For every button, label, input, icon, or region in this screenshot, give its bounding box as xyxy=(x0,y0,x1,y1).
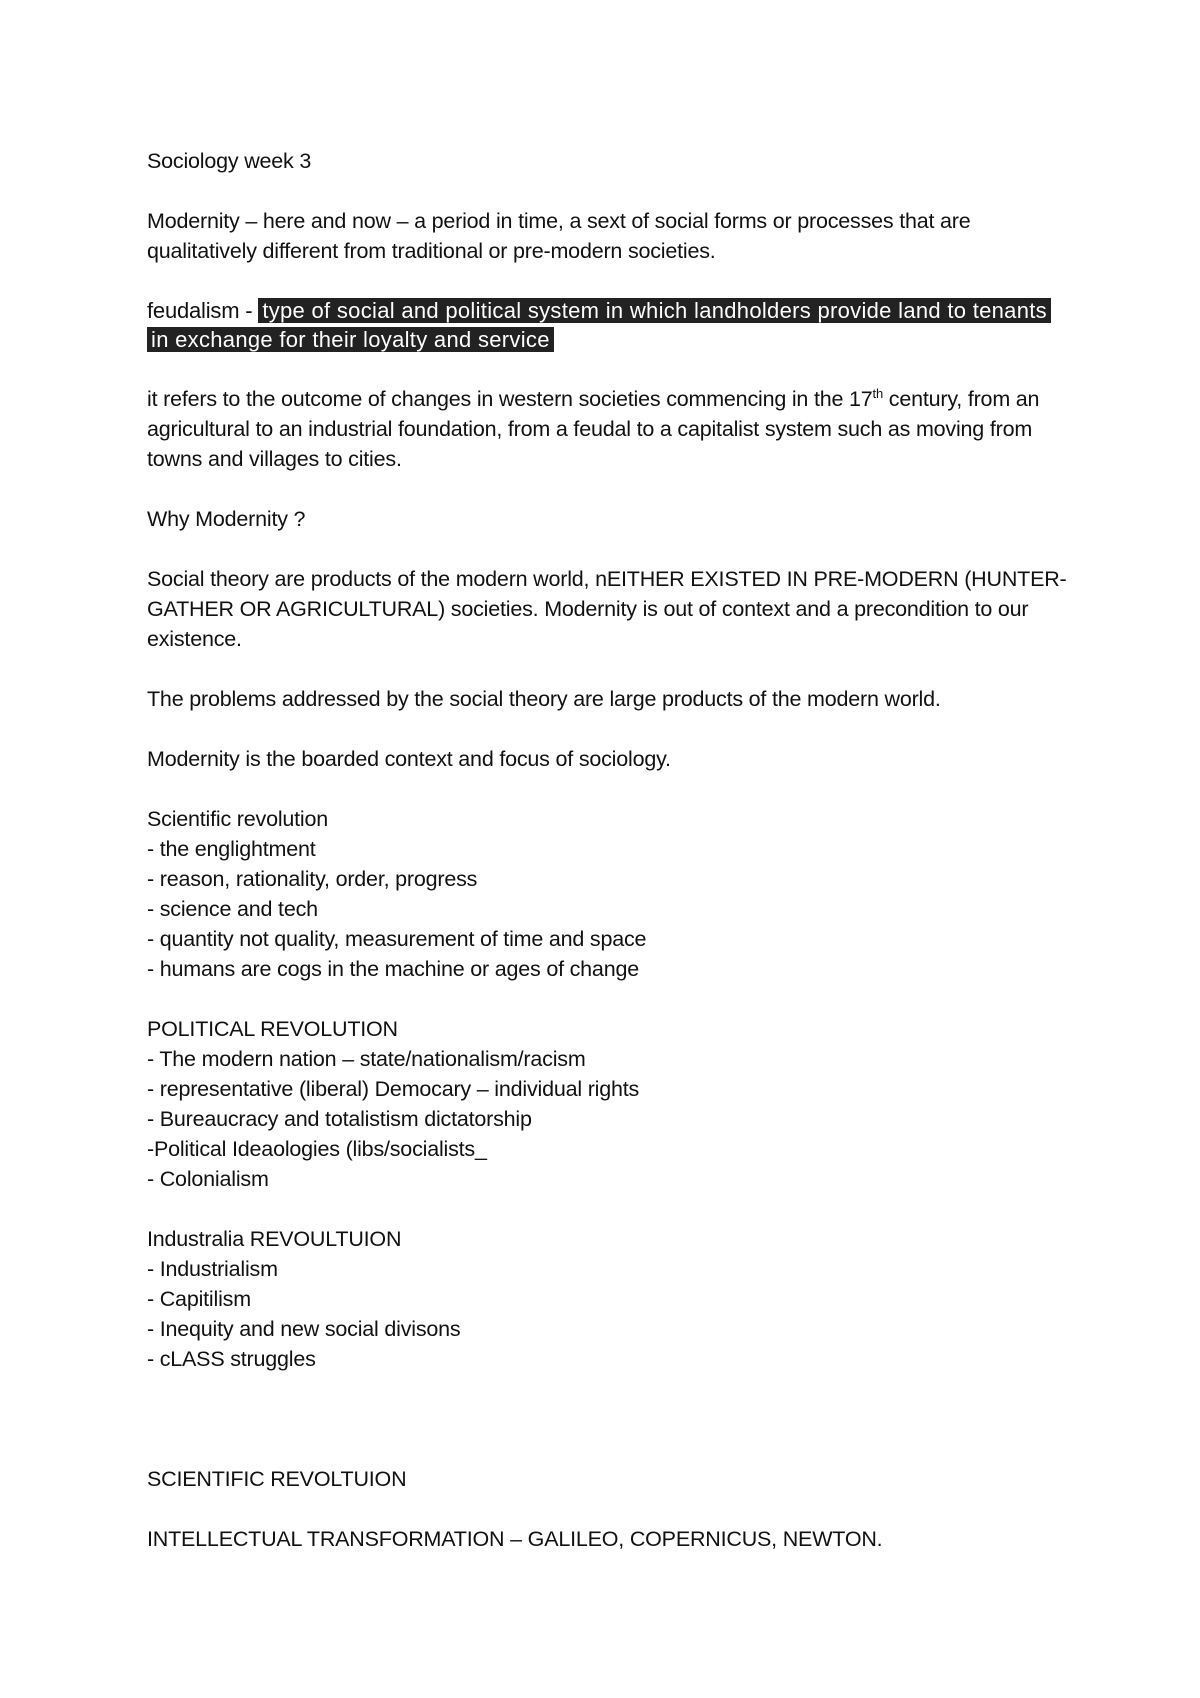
outcome-paragraph xyxy=(147,384,1067,474)
list-item: - Industrialism xyxy=(147,1257,278,1281)
list-item: - reason, rationality, order, progress xyxy=(147,867,478,891)
feudalism-term: feudalism - xyxy=(147,298,259,323)
boarded-context-paragraph: Modernity is the boarded context and focus of sociology. xyxy=(147,747,671,771)
list-item: - The modern nation – state/nationalism/racism xyxy=(147,1047,586,1071)
scientific-revolution-heading: Scientific revolution xyxy=(147,807,329,831)
blank-spacer xyxy=(147,1404,1067,1464)
list-item: - humans are cogs in the machine or ages of change xyxy=(147,957,639,981)
outcome-text-end: century, from an agricultural to an industrial foundation, from a feudal to a capitalist system such as moving from towns and villages to cities. xyxy=(147,387,1040,471)
feudalism-paragraph xyxy=(147,296,1067,354)
list-item: - Bureaucracy and totalistism dictatorship xyxy=(147,1107,532,1131)
outcome-text-start: it refers to the outcome of changes in western societies commencing in the 17 xyxy=(147,387,873,411)
scientific-revoltuion-heading: SCIENTIFIC REVOLTUION xyxy=(147,1467,407,1491)
list-item: - quantity not quality, measurement of time and space xyxy=(147,927,647,951)
list-item: -Political Ideaologies (libs/socialists_ xyxy=(147,1137,487,1161)
industrial-revolution-section xyxy=(147,1224,1067,1374)
modernity-definition: Modernity – here and now – a period in time, a sext of social forms or processes that are qualitatively different from traditional or pre-modern societies. xyxy=(147,209,971,263)
problems-paragraph: The problems addressed by the social theory are large products of the modern world. xyxy=(147,687,941,711)
document-title: Sociology week 3 xyxy=(147,149,312,173)
list-item: - Capitilism xyxy=(147,1287,251,1311)
list-item: - science and tech xyxy=(147,897,318,921)
document-page xyxy=(147,146,1067,1584)
why-modernity-heading: Why Modernity ? xyxy=(147,507,306,531)
superscript-th: th xyxy=(872,385,883,401)
list-item: - Colonialism xyxy=(147,1167,269,1191)
list-item: - cLASS struggles xyxy=(147,1347,316,1371)
scientific-revolution-section xyxy=(147,804,1067,984)
list-item: - representative (liberal) Democary – individual rights xyxy=(147,1077,640,1101)
political-revolution-section xyxy=(147,1014,1067,1194)
intellectual-transformation-paragraph: INTELLECTUAL TRANSFORMATION – GALILEO, COPERNICUS, NEWTON. xyxy=(147,1527,883,1551)
social-theory-paragraph: Social theory are products of the modern world, nEITHER EXISTED IN PRE-MODERN (HUNTER-GATHER OR AGRICULTURAL) societies. Modernity is out of context and a precondition to our existence. xyxy=(147,567,1067,651)
political-revolution-heading: POLITICAL REVOLUTION xyxy=(147,1017,398,1041)
industrial-revolution-heading: Industralia REVOULTUION xyxy=(147,1227,402,1251)
list-item: - Inequity and new social divisons xyxy=(147,1317,461,1341)
list-item: - the englightment xyxy=(147,837,316,861)
feudalism-highlighted-definition: type of social and political system in which landholders provide land to tenants in exchange for their loyalty and service xyxy=(147,298,1051,352)
